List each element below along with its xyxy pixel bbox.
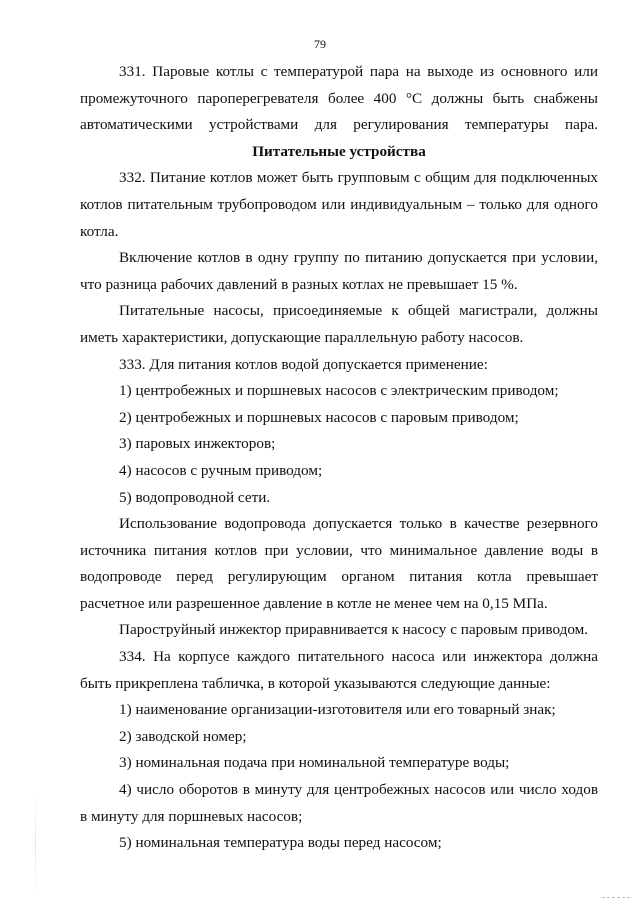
scan-corner-mark xyxy=(602,897,630,899)
list-item-333-5: 5) водопроводной сети. xyxy=(119,488,271,506)
scan-edge-line xyxy=(35,790,36,900)
paragraph-group-feed: Включение котлов в одну группу по питанию допускается при условии, что разница рабочих давлений в разных котлах не превышает 15 %. xyxy=(80,249,598,293)
paragraph-332: 332. Питание котлов может быть групповым с общим для подключенных котлов питательным трубопроводом или индивидуальным – только для одного котла. xyxy=(80,169,598,240)
paragraph-331: 331. Паровые котлы с температурой пара на выходе из основного или промежуточного пароперегревателя более 400 °С должны быть снабжены автоматическими устройствами для регулирования температуры пара. xyxy=(80,63,598,134)
list-item-334-5: 5) номинальная температура воды перед насосом; xyxy=(119,834,442,852)
document-body xyxy=(80,59,598,857)
page-number: 79 xyxy=(314,37,326,51)
paragraph-injector: Пароструйный инжектор приравнивается к насосу с паровым приводом. xyxy=(119,621,589,639)
section-heading: Питательные устройства xyxy=(252,142,426,160)
list-item-333-1: 1) центробежных и поршневых насосов с электрическим приводом; xyxy=(119,382,559,400)
list-item-333-4: 4) насосов с ручным приводом; xyxy=(119,461,323,479)
paragraph-water-supply: Использование водопровода допускается только в качестве резервного источника питания котлов при условии, что минимальное давление воды в водопроводе перед регулирующим органом питания котла превышает расчетное или разрешенное давление в котле не менее чем на 0,15 МПа. xyxy=(80,515,598,612)
list-item-334-3: 3) номинальная подача при номинальной температуре воды; xyxy=(119,754,510,772)
paragraph-333: 333. Для питания котлов водой допускается применение: xyxy=(119,355,488,373)
list-item-334-2: 2) заводской номер; xyxy=(119,727,247,745)
list-item-333-2: 2) центробежных и поршневых насосов с паровым приводом; xyxy=(119,408,519,426)
list-item-334-4: 4) число оборотов в минуту для центробежных насосов или число ходов в минуту для поршневых насосов; xyxy=(80,781,598,825)
list-item-334-1: 1) наименование организации-изготовителя или его товарный знак; xyxy=(119,701,556,719)
paragraph-334: 334. На корпусе каждого питательного насоса или инжектора должна быть прикреплена табличка, в которой указываются следующие данные: xyxy=(80,648,598,692)
list-item-333-3: 3) паровых инжекторов; xyxy=(119,435,276,453)
paragraph-pumps: Питательные насосы, присоединяемые к общей магистрали, должны иметь характеристики, допускающие параллельную работу насосов. xyxy=(80,302,598,346)
